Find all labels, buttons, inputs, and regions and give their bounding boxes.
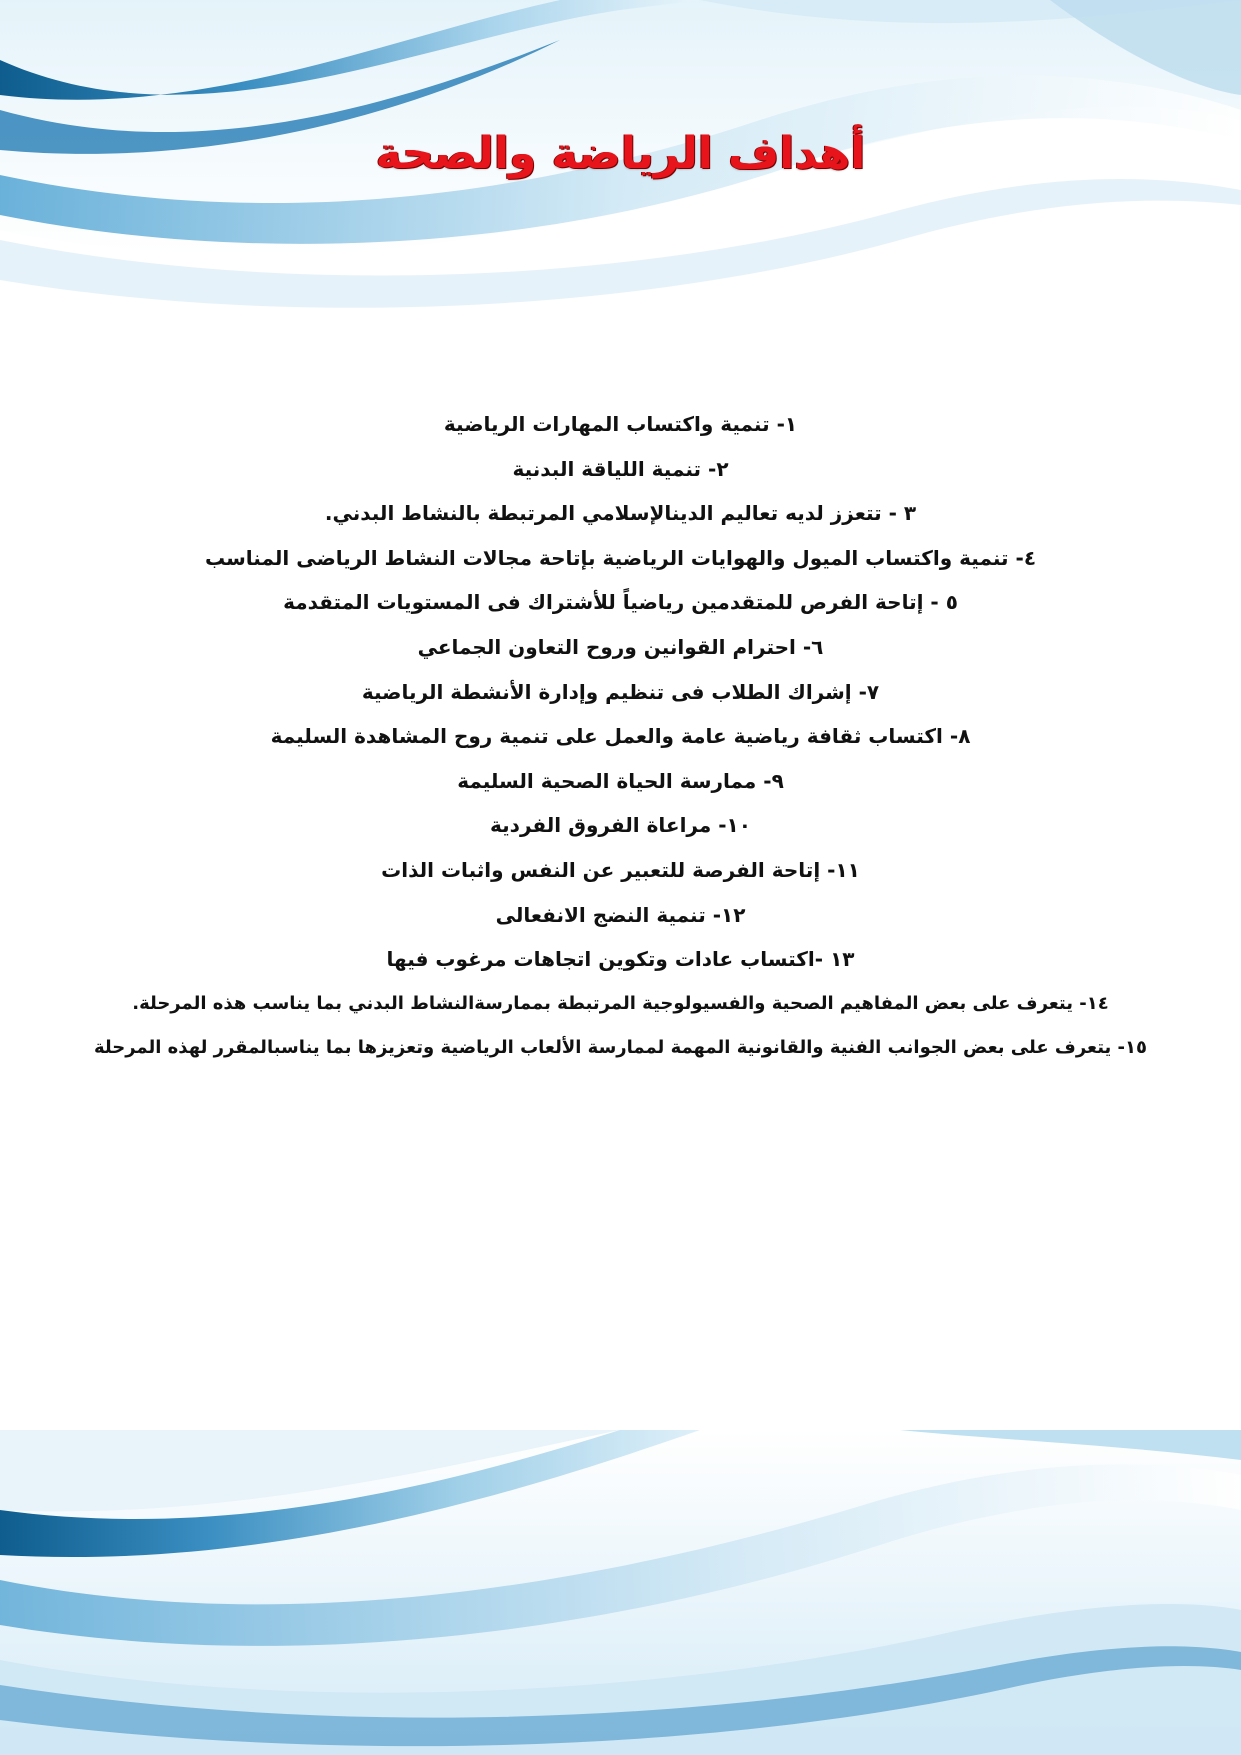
goal-item: ٧- إشراك الطلاب فى تنظيم وإدارة الأنشطة الرياضية	[361, 679, 880, 704]
goal-item: ٤- تنمية واكتساب الميول والهوايات الرياضية بإتاحة مجالات النشاط الرياضى المناسب	[204, 545, 1037, 570]
bottom-wave-decoration	[0, 1430, 1241, 1755]
goal-item: ١- تنمية واكتساب المهارات الرياضية	[443, 412, 798, 436]
goal-item: ١١- إتاحة الفرصة للتعبير عن النفس واثبات الذات	[381, 857, 860, 882]
goal-item: ١٥- يتعرف على بعض الجوانب الفنية والقانونية المهمة لممارسة الألعاب الرياضية وتعزيزها بما يناسبالمقرر لهذه المرحلة	[93, 1037, 1148, 1059]
goal-item: ٩- ممارسة الحياة الصحية السليمة	[457, 768, 784, 793]
goal-item: ١٣ -اكتساب عادات وتكوين اتجاهات مرغوب فيها	[386, 947, 855, 972]
goal-item: ٣ - تتعزز لديه تعاليم الدينالإسلامي المرتبطة بالنشاط البدني.	[324, 501, 917, 526]
page-title: أهداف الرياضة والصحة	[375, 128, 866, 179]
goal-item: ٨- اكتساب ثقافة رياضية عامة والعمل على تنمية روح المشاهدة السليمة	[270, 724, 971, 749]
goal-item: ٥ - إتاحة الفرص للمتقدمين رياضياً للأشتراك فى المستويات المتقدمة	[283, 590, 958, 615]
goal-item: ١٤- يتعرف على بعض المفاهيم الصحية والفسيولوجية المرتبطة بممارسةالنشاط البدني بما يناسب هذه المرحلة.	[132, 992, 1109, 1014]
goal-item: ٦- احترام القوانين وروح التعاون الجماعي	[417, 634, 824, 659]
goal-item: ١٠- مراعاة الفروق الفردية	[490, 813, 751, 838]
goal-item: ١٢- تنمية النضج الانفعالى	[495, 902, 746, 927]
goals-list	[40, 402, 1201, 1071]
goal-item: ٢- تنمية اللياقة البدنية	[512, 456, 729, 481]
